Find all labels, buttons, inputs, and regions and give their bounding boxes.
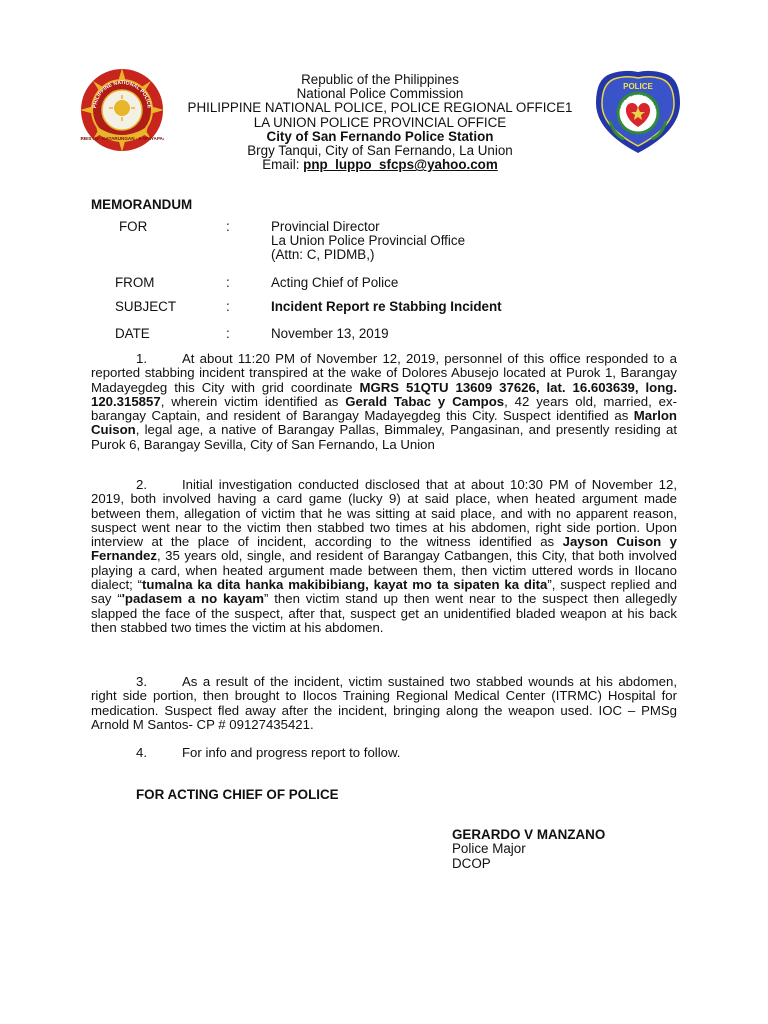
letterhead-provincial-office: LA UNION POLICE PROVINCIAL OFFICE (253, 114, 507, 130)
signatory-block (452, 828, 605, 871)
paragraph-number: 1. (136, 351, 147, 366)
letterhead-regional-office: PHILIPPINE NATIONAL POLICE, POLICE REGIONAL OFFICE1 (187, 100, 573, 116)
letterhead-country: Republic of the Philippines (301, 72, 459, 87)
victim-name: Gerald Tabac y Campos (345, 393, 505, 409)
paragraph-2: 2. Initial investigation conducted disclosed that at about 10:30 PM of November 12, 2019, both involved having a card game (lucky 9) at said place, when heated argument made between them, allegation of victim that he was sitting at said place, and with no apparent reason, suspect went near to the victim then stabbed two times at his abdomen, right side portion. Upon interview at the place of incident, according to the witness identified as Jayson Cuison y Fernandez, 35 years old, single, and resident of Barangay Catbangen, this City, that both involved playing a card, when heated argument made between them, then victim uttered words in Ilocano dialect; “tumalna ka dita hanka makibibiang, kayat mo ta sipaten ka dita”, suspect replied and say “'padasem a no kayam” then victim stand up then went near to the suspect then allegedly slapped the face of the suspect, after that, suspect get an unidentified bladed weapon at his back then stabbed two times the victim at his abdomen. (91, 477, 678, 635)
from-colon: : (226, 275, 230, 290)
letterhead-station: City of San Fernando Police Station (266, 128, 494, 144)
paragraph-number: 3. (136, 674, 147, 689)
from-value: Acting Chief of Police (271, 275, 399, 290)
emblem-banner-text: RBISYO · KATARUNGAN · KAPAYAPA (80, 136, 163, 141)
paragraph-3: 3. As a result of the incident, victim sustained two stabbed wounds at his abdomen, right side portion, then brought to Ilocos Training Regional Medical Center (ITRMC) Hospital for medication. Suspect fled away after the incident, bringing along the weapon used. IOC – PMSg Arnold M Santos- CP # 09127435421. (91, 674, 677, 732)
letterhead (160, 73, 600, 172)
for-line: Provincial Director (271, 219, 380, 234)
from-label: FROM (115, 275, 155, 290)
paragraph-number: 4. (136, 745, 147, 760)
for-line: (Attn: C, PIDMB,) (271, 247, 375, 263)
paragraph-number: 2. (136, 477, 147, 492)
paragraph-4: 4. For info and progress report to follow. (136, 745, 401, 760)
letterhead-address: Brgy Tanqui, City of San Fernando, La Union (247, 143, 513, 159)
suspect-quote: 'padasem a no kayam (121, 591, 265, 607)
city-police-badge-logo (592, 69, 684, 155)
for-recipient-block (271, 220, 465, 263)
victim-quote: tumalna ka dita hanka makibibiang, kayat mo ta sipaten ka dita (142, 577, 548, 593)
letterhead-email-line (160, 158, 600, 172)
signatory-name: GERARDO V MANZANO (452, 827, 606, 842)
date-label: DATE (115, 326, 150, 341)
emblem-ring-text: PHILIPPINE NATIONAL POLICE (92, 79, 152, 109)
suspect-name: Marlon Cuison (91, 408, 677, 438)
memorandum-title: MEMORANDUM (91, 197, 193, 212)
subject-label: SUBJECT (115, 299, 177, 314)
pnp-emblem-logo (80, 68, 164, 152)
letterhead-commission: National Police Commission (296, 86, 464, 102)
badge-top-text: POLICE (623, 82, 653, 91)
email-label: Email: (262, 157, 300, 173)
for-label: FOR (119, 219, 148, 234)
subject-value: Incident Report re Stabbing Incident (271, 299, 502, 314)
signatory-rank: Police Major (452, 841, 526, 857)
grid-coordinates: MGRS 51QTU 13609 37626, lat. 16.603639, long. 120.315857 (91, 379, 678, 409)
email-address[interactable]: pnp_luppo_sfcps@yahoo.com (303, 157, 498, 173)
for-line: La Union Police Provincial Office (271, 233, 466, 249)
witness-name: Jayson Cuison y Fernandez (91, 534, 677, 564)
signatory-position: DCOP (452, 855, 491, 871)
date-value: November 13, 2019 (271, 326, 389, 341)
subject-colon: : (226, 299, 230, 314)
signature-for-line: FOR ACTING CHIEF OF POLICE (136, 787, 339, 802)
badge-ring-text: CITY OF SAN FERNANDO (616, 90, 660, 110)
paragraph-1: 1. At about 11:20 PM of November 12, 2019, personnel of this office responded to a reported stabbing incident transpired at the wake of Dolores Abusejo located at Purok 1, Barangay Madayegdeg this City with grid coordinate MGRS 51QTU 13609 37626, lat. 16.603639, long. 120.315857, wherein victim identified as Gerald Tabac y Campos, 42 years old, married, ex-barangay Captain, and resident of Barangay Madayegdeg this City. Suspect identified as Marlon Cuison, legal age, a native of Barangay Pallas, Bimmaley, Pangasinan, and presently residing at Purok 6, Barangay Sevilla, City of San Fernando, La Union (91, 351, 678, 452)
for-colon: : (226, 219, 230, 234)
date-colon: : (226, 326, 230, 341)
